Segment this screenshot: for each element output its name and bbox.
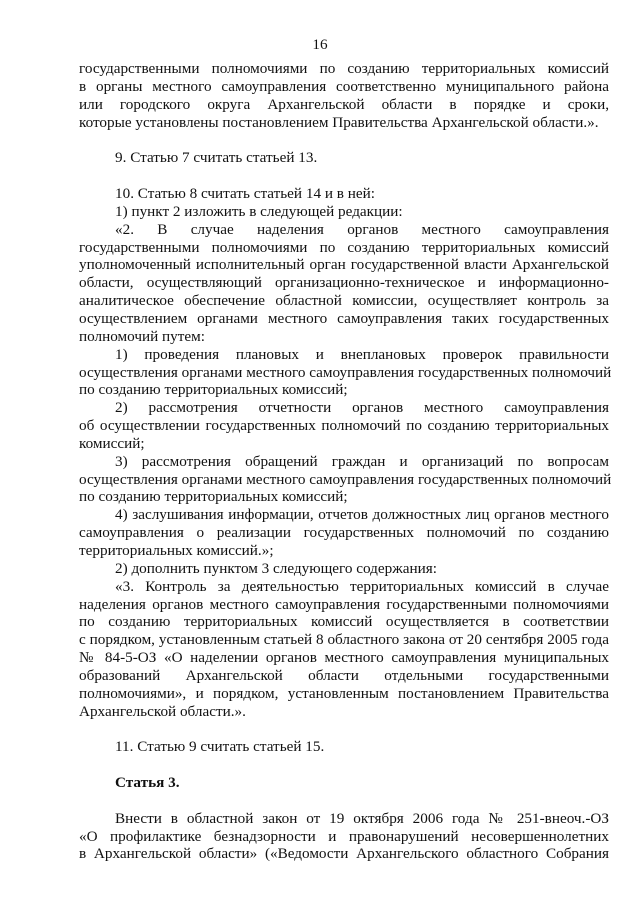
text-line: в Архангельской области» («Ведомости Архангельского областного Собрания <box>79 845 609 863</box>
text-line: государственными полномочиями по созданию территориальных комиссий <box>79 238 609 256</box>
text-line: по созданию территориальных комиссий; <box>79 381 348 399</box>
text-line: 4) заслушивания информации, отчетов должностных лиц органов местного <box>115 506 609 524</box>
text-line: образований Архангельской области отдельными государственными <box>79 666 609 684</box>
text-line <box>79 721 609 738</box>
page-number: 16 <box>312 36 328 53</box>
text-line: аналитическое обеспечение областной комиссии, осуществляет контроль за <box>79 292 609 310</box>
text-line: 2) рассмотрения отчетности органов местного самоуправления <box>115 399 609 417</box>
text-line <box>79 792 609 809</box>
text-line: осуществления органами местного самоуправления государственных полномочий <box>79 470 612 488</box>
text-line: осуществления органами местного самоуправления государственных полномочий <box>79 363 612 381</box>
text-line: в органы местного самоуправления соответственно муниципального района <box>79 77 609 95</box>
text-line: 1) пункт 2 изложить в следующей редакции: <box>115 202 403 220</box>
text-line: «2. В случае наделения органов местного самоуправления <box>115 220 609 238</box>
text-line: по созданию территориальных комиссий; <box>79 488 348 506</box>
text-line: области, осуществляющий организационно-техническое и информационно- <box>79 274 609 292</box>
text-line: полномочиями», и порядком, установленным постановлением Правительства <box>79 684 609 702</box>
text-line: «3. Контроль за деятельностью территориальных комиссий в случае <box>115 577 609 595</box>
text-line: или городского округа Архангельской области в порядке и сроки, <box>79 95 609 113</box>
text-line: государственными полномочиями по созданию территориальных комиссий <box>79 60 609 77</box>
text-line: комиссий; <box>79 434 145 452</box>
text-line <box>79 131 609 148</box>
text-line: 10. Статью 8 считать статьей 14 и в ней: <box>115 185 375 202</box>
text-line: № 84-5-ОЗ «О наделении органов местного самоуправления муниципальных <box>79 649 609 667</box>
text-line <box>79 167 609 184</box>
text-line: полномочий путем: <box>79 327 205 345</box>
text-line: 11. Статью 9 считать статьей 15. <box>115 738 325 756</box>
text-line: осуществлением органами местного самоуправления таких государственных <box>79 309 609 327</box>
text-line: которые установлены постановлением Правительства Архангельской области.». <box>79 113 599 131</box>
text-line: 2) дополнить пунктом 3 следующего содержания: <box>115 559 437 577</box>
text-line: 3) рассмотрения обращений граждан и организаций по вопросам <box>115 452 609 470</box>
text-line: по созданию территориальных комиссий осуществляется в соответствии <box>79 613 609 631</box>
text-line: самоуправления о реализации государственных полномочий по созданию <box>79 524 609 542</box>
text-line: 9. Статью 7 считать статьей 13. <box>115 149 318 167</box>
text-line: наделения органов местного самоуправления государственными полномочиями <box>79 595 609 613</box>
text-line: уполномоченный исполнительный орган государственной власти Архангельской <box>79 256 609 274</box>
article-heading: Статья 3. <box>115 774 180 791</box>
text-line: 1) проведения плановых и внеплановых проверок правильности <box>115 345 609 363</box>
text-line: территориальных комиссий.»; <box>79 542 274 559</box>
text-line: «О профилактике безнадзорности и правонарушений несовершеннолетних <box>79 827 609 845</box>
text-line <box>79 756 609 773</box>
text-line: с порядком, установленным статьей 8 областного закона от 20 сентября 2005 года <box>79 631 609 649</box>
text-line: об осуществлении государственных полномочий по созданию территориальных <box>79 417 609 434</box>
text-line: Внести в областной закон от 19 октября 2006 года № 251-внеоч.-ОЗ <box>115 809 609 827</box>
text-line: Архангельской области.». <box>79 702 246 720</box>
